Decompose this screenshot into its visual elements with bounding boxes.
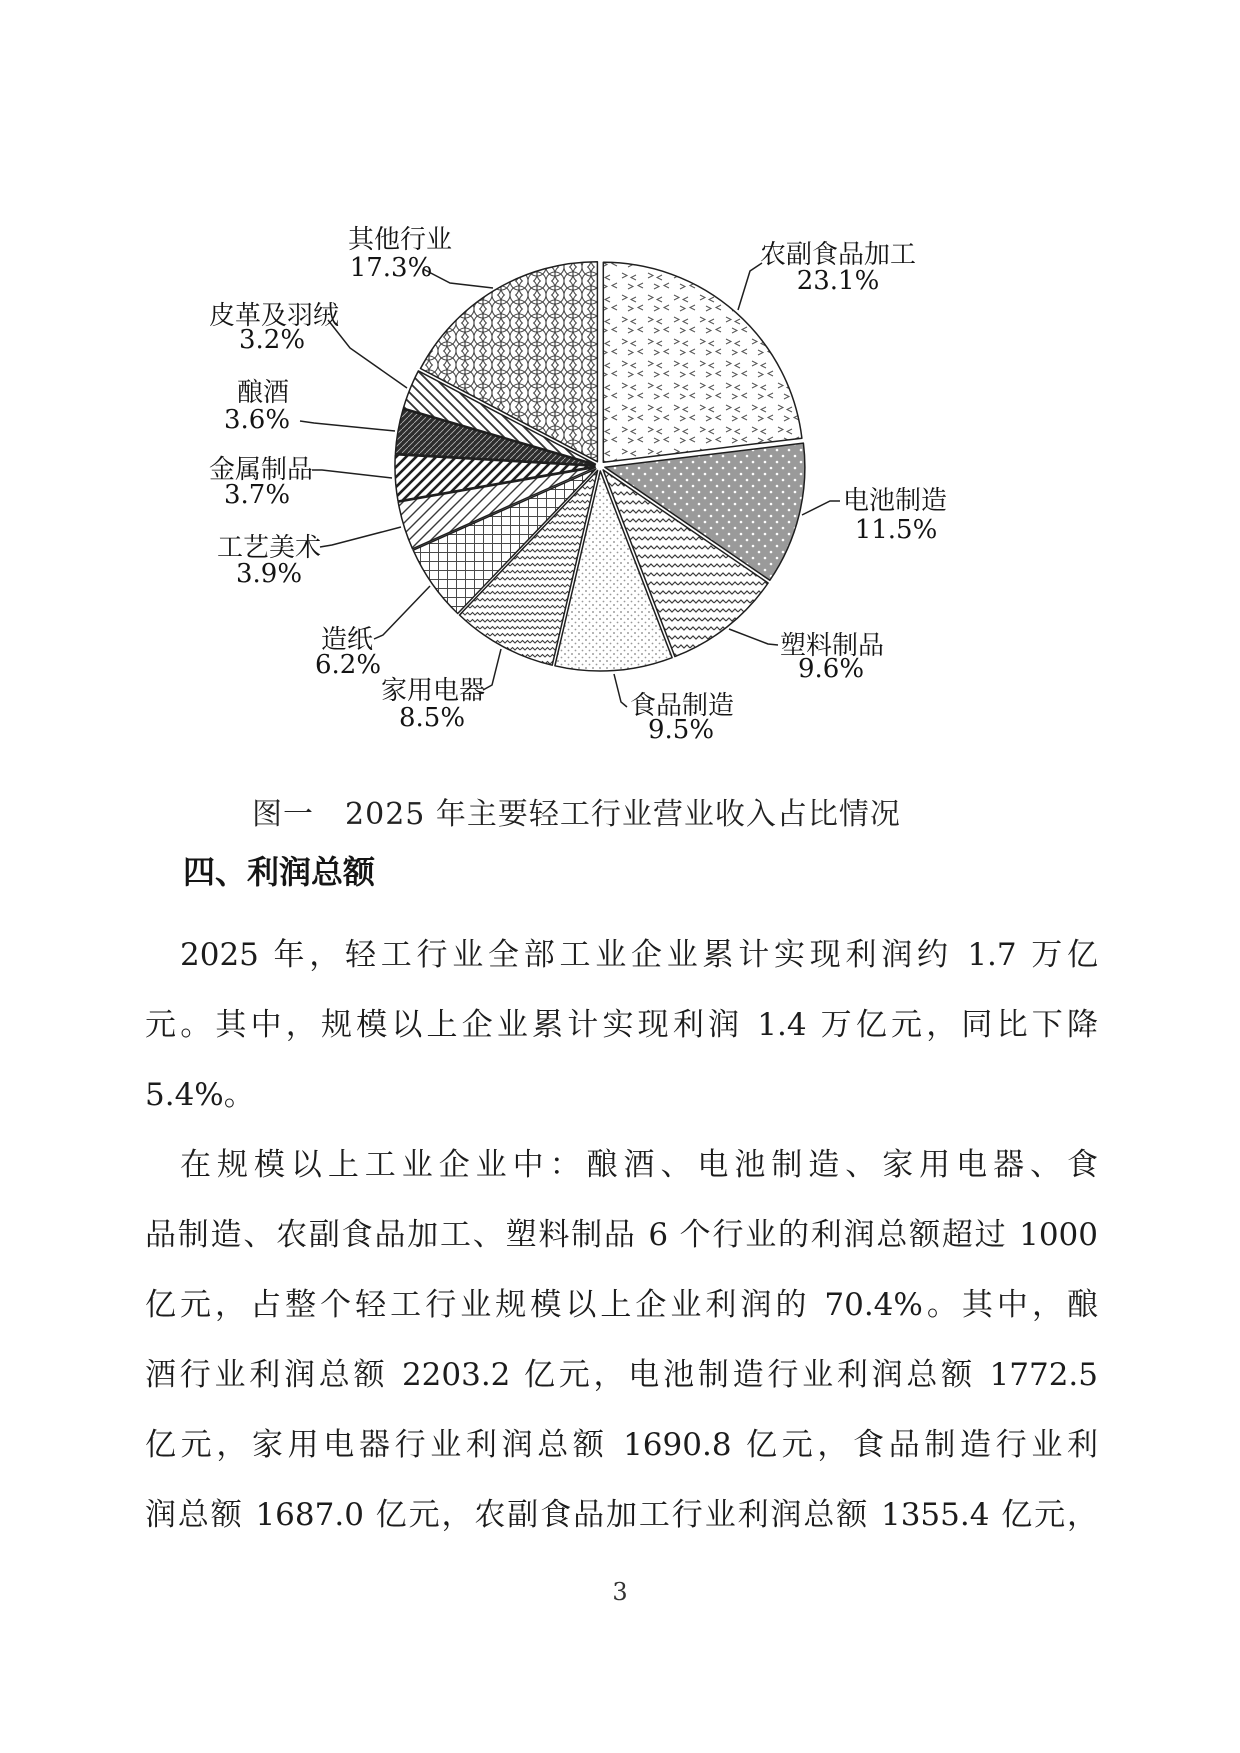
slice-pct-brewing: 3.6%: [223, 405, 291, 435]
slice-label-metal-products: 金属制品: [208, 455, 314, 485]
body-line-7: 酒行业利润总额 2203.2 亿元，电池制造行业利润总额 1772.5: [145, 1357, 1098, 1393]
slice-pct-other-industries: 17.3%: [349, 253, 433, 283]
leader-line-farm-food-processing: [738, 263, 762, 310]
slice-label-leather-down: 皮革及羽绒: [208, 301, 340, 331]
slice-pct-leather-down: 3.2%: [238, 325, 306, 355]
leader-line-leather-down: [328, 320, 407, 388]
slice-pct-arts-crafts: 3.9%: [235, 559, 303, 589]
leader-line-food-mfg: [614, 674, 627, 707]
pie-chart: [150, 183, 1100, 763]
slice-pct-battery-mfg: 11.5%: [854, 515, 938, 545]
slice-label-other-industries: 其他行业: [347, 225, 453, 255]
leader-line-plastic-products: [729, 629, 778, 645]
body-line-6: 亿元，占整个轻工行业规模以上企业利润的 70.4%。其中，酿: [145, 1287, 1098, 1323]
body-line-4: 在规模以上工业企业中：酿酒、电池制造、家用电器、食: [180, 1147, 1098, 1183]
body-line-5: 品制造、农副食品加工、塑料制品 6 个行业的利润总额超过 1000: [145, 1217, 1098, 1253]
leader-line-other-industries: [423, 269, 493, 288]
leader-line-metal-products: [312, 470, 392, 478]
slice-label-battery-mfg: 电池制造: [842, 486, 948, 516]
body-line-2: 元。其中，规模以上企业累计实现利润 1.4 万亿元，同比下降: [145, 1007, 1098, 1043]
slice-label-arts-crafts: 工艺美术: [216, 533, 322, 563]
figure-caption: 图一 2025 年主要轻工行业营业收入占比情况: [252, 797, 901, 832]
body-line-8: 亿元，家用电器行业利润总额 1690.8 亿元，食品制造行业利: [145, 1427, 1098, 1463]
leader-line-household-appliances: [483, 649, 501, 690]
leader-line-brewing: [300, 421, 395, 431]
body-line-9: 润总额 1687.0 亿元，农副食品加工行业利润总额 1355.4 亿元，: [145, 1497, 1098, 1533]
section-heading: 四、利润总额: [183, 853, 376, 891]
slice-label-brewing: 酿酒: [236, 378, 290, 408]
page-number: 3: [612, 1578, 628, 1606]
slice-label-household-appliances: 家用电器: [380, 676, 486, 706]
body-line-1: 2025 年，轻工行业全部工业企业累计实现利润约 1.7 万亿: [180, 937, 1098, 973]
leader-line-papermaking: [374, 586, 430, 639]
slice-label-food-mfg: 食品制造: [629, 691, 735, 721]
pie-chart-figure: [150, 183, 1100, 763]
body-text: [145, 920, 1098, 1550]
leader-line-arts-crafts: [320, 527, 401, 547]
slice-label-plastic-products: 塑料制品: [779, 631, 885, 661]
slice-pct-plastic-products: 9.6%: [797, 654, 865, 684]
slice-pct-household-appliances: 8.5%: [398, 703, 466, 733]
slice-pct-farm-food-processing: 23.1%: [796, 266, 880, 296]
slice-label-farm-food-processing: 农副食品加工: [759, 240, 917, 270]
leader-line-battery-mfg: [802, 501, 840, 515]
body-line-3: 5.4%。: [145, 1077, 255, 1113]
pie-slice-farm-food-processing: [603, 262, 802, 462]
slice-pct-food-mfg: 9.5%: [647, 715, 715, 745]
slice-pct-papermaking: 6.2%: [314, 650, 382, 680]
slice-label-papermaking: 造纸: [320, 625, 374, 655]
slice-pct-metal-products: 3.7%: [223, 480, 291, 510]
